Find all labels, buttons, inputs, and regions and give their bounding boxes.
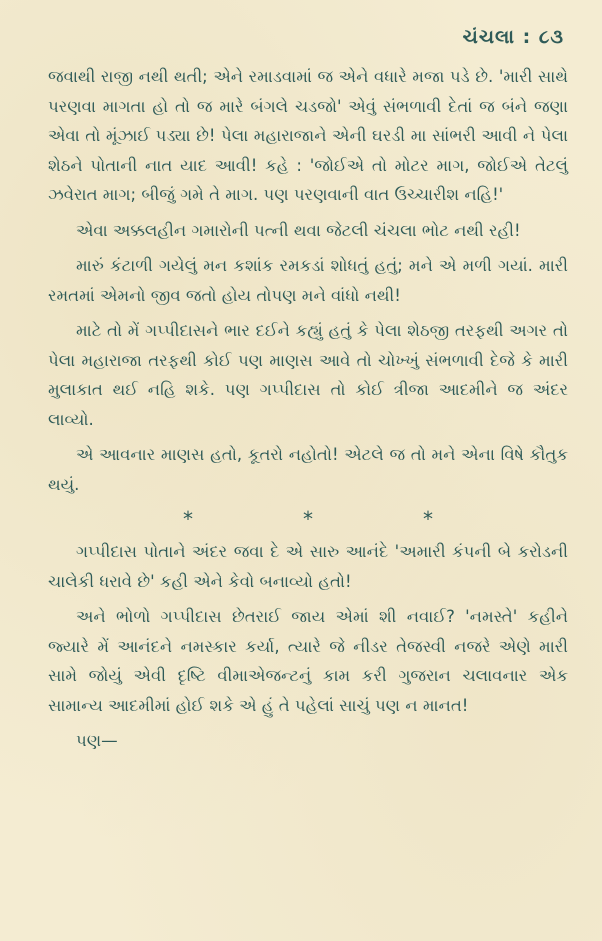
paragraph-6: ગપ્પીદાસ પોતાને અંદર જવા દે એ સારુ આનંદે 'અમારી કંપની બે કરોડની ચાલેકી ધરાવે છે' કહી એને કેવો બનાવ્યો હતો! <box>48 542 568 591</box>
paragraph-3: મારું કંટાળી ગયેલું મન કશાંક રમકડાં શોધતું હતું; મને એ મળી ગયાં. મારી રમતમાં એમનો જીવ જતો હોય તોપણ મને વાંધો નથી! <box>48 256 568 305</box>
final-word: પણ— <box>76 731 118 750</box>
separator-star: * <box>303 507 313 531</box>
paragraph-7: અને ભોળો ગપ્પીદાસ છેતરાઈ જાય એમાં શી નવાઈ? 'નમસ્તે' કહીને જ્યારે મેં આનંદને નમસ્કાર કર્યા, ત્યારે જે નીડર તેજસ્વી નજરે એણે મારી સામે જોયું એવી દૃષ્ટિ વીમાએજન્ટનું કામ કરી ગુજરાન ચલાવનાર એક સામાન્ય આદમીમાં હોઈ શકે એ હું તે પહેલાં સાચું પણ ન માનત! <box>48 607 568 715</box>
paragraph-2: એવા અક્કલહીન ગમારોની પત્ની થવા જેટલી ચંચલા ભોટ નથી રહી! <box>76 220 521 240</box>
paragraph-4: માટે તો મેં ગપ્પીદાસને ભાર દઈને કહ્યું હતું કે પેલા શેઠજી તરફથી અગર તો પેલા મહારાજા તરફથી કોઈ પણ માણસ આવે તો ચોખ્ખું સંભળાવી દેજે કે મારી મુલાકાત થઈ નહિ શકે. પણ ગપ્પીદાસ તો કોઈ ત્રીજા આદમીને જ અંદર લાવ્યો. <box>48 321 568 429</box>
separator-star: * <box>423 507 433 531</box>
separator-star: * <box>183 507 193 531</box>
paragraph-5: એ આવનાર માણસ હતો, કૂતરો નહોતો! એટલે જ તો મને એના વિષે કૌતુક થયું. <box>48 445 568 494</box>
page-header: ચંચલા : ૮૩ <box>462 26 564 48</box>
section-separator <box>128 505 488 533</box>
paragraph-1: જવાથી રાજી નથી થતી; એને રમાડવામાં જ એને વધારે મજા પડે છે. 'મારી સાથે પરણવા માગતા હો તો જ મારે બંગલે ચડજો' એવું સંભળાવી દેતાં જ બંને જણા એવા તો મૂંઝાઈ પડ્યા છે! પેલા મહારાજાને એની ઘરડી મા સાંભરી આવી ને પેલા શેઠને પોતાની નાત યાદ આવી! કહે : 'જોઈએ તો મોટર માગ, જોઈએ તેટલું ઝવેરાત માગ; બીજું ગમે તે માગ. પણ પરણવાની વાત ઉચ્ચારીશ નહિ!' <box>48 67 568 204</box>
